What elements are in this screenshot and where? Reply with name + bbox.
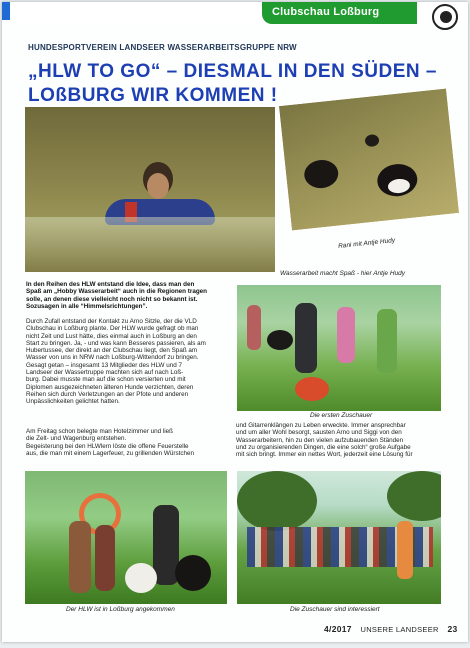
text-line: Landseer der Wassertruppe machten sich auf nach Loß- xyxy=(26,369,184,377)
text-line: Wasser von uns in NRW nach Loßburg-Wittendorf zu bringen. xyxy=(26,354,199,362)
photo-rani-antje xyxy=(278,87,460,231)
body-paragraph-1 xyxy=(26,318,231,406)
caption-zuschauer1: Die ersten Zuschauer xyxy=(310,412,373,419)
photo-hlw-angekommen xyxy=(24,470,228,605)
text-line: Begeisterung bei den HLWlern löste die offene Feuerstelle xyxy=(26,442,189,450)
photo-erste-zuschauer xyxy=(236,284,442,412)
text-line: Spaß am „Hobby Wasserarbeit“ auch in die Regionen tragen xyxy=(26,288,208,296)
text-line: die Zelt- und Wagenburg entstehen. xyxy=(26,435,127,443)
header-bar xyxy=(2,2,468,24)
text-line: nicht Zeit und Lust hätte, dies einmal auch in Loßburg an den xyxy=(26,332,197,340)
text-line: Durch Zufall entstand der Kontakt zu Arno Sitzle, der die VLD xyxy=(26,318,197,325)
caption-interessiert: Die Zuschauer sind interessiert xyxy=(290,606,380,613)
intro-paragraph xyxy=(26,281,231,310)
text-line: Hubertussee, der direkt an der Clubschau liegt, den Spaß am xyxy=(26,347,198,355)
text-line: burg. Dabei musste man auf die schon versierten und mit xyxy=(26,376,186,384)
vld-logo-icon xyxy=(432,4,458,30)
text-line: Gesagt getan – insgesamt 13 Mitglieder des HLW und 7 xyxy=(26,361,182,369)
caption-wasserarbeit: Wasserarbeit macht Spaß - hier Antje Hudy xyxy=(280,270,405,277)
issue-number: 4/2017 xyxy=(324,624,352,634)
body-paragraph-3 xyxy=(236,422,446,458)
headline-line-2: LOßBURG WIR KOMMEN ! xyxy=(28,85,278,106)
page-footer xyxy=(324,624,458,634)
section-label: Clubschau Loßburg xyxy=(272,6,380,18)
header-stripe xyxy=(2,2,10,20)
text-line: In den Reihen des HLW entstand die Idee, dass man den xyxy=(26,281,195,288)
text-line: Clubschau in Loßburg plante. Der HLW wurde gefragt ob man xyxy=(26,325,199,333)
photo-swimmer xyxy=(24,106,276,273)
caption-rani: Rani mit Antje Hudy xyxy=(337,237,396,250)
magazine-name: UNSERE LANDSEER xyxy=(360,625,439,634)
headline-line-1: „HLW TO GO“ – DIESMAL IN DEN SÜDEN – xyxy=(28,61,437,82)
text-line: Am Freitag schon belegte man Hotelzimmer und ließ xyxy=(26,428,173,435)
text-line: Start zu bringen. Ja, - und was kann Besseres passieren, als am xyxy=(26,339,206,347)
caption-angekommen: Der HLW ist in Loßburg angekommen xyxy=(66,606,175,613)
text-line: und um aller Wohl besorgt, sausten Arno und Siggi von den xyxy=(236,429,402,437)
text-line: Wasserarbeitern, hin zu den vielen aufzubauenden Ständen xyxy=(236,436,404,444)
text-line: Reihen sich durch Verletzungen an der Pfote und anderen xyxy=(26,390,189,398)
page-number: 23 xyxy=(447,624,458,634)
text-line: und zu organisierenden Dingen, die eine solch“ große Aufgabe xyxy=(236,443,411,451)
text-line: solle, an denen diese vielleicht noch nicht so bekannt ist. xyxy=(26,295,198,303)
text-line: aus, die man mit einem Lagerfeuer, zu grillenden Würstchen xyxy=(26,449,195,457)
text-line: Diplomen ausgezeichneten älteren Hunde verzichten, deren xyxy=(26,383,194,391)
magazine-page xyxy=(2,2,468,642)
text-line: Unpässlichkeiten gelichtet hatten. xyxy=(26,398,120,406)
kicker: HUNDESPORTVEREIN LANDSEER WASSERARBEITSGRUPPE NRW xyxy=(28,43,297,52)
text-line: und Gitarrenklängen zu Leben erweckte. Immer ansprechbar xyxy=(236,422,406,429)
text-line: mit sich bringt. Immer ein nettes Wort, jederzeit eine Lösung für xyxy=(236,451,413,459)
text-line: Sozusagen in alle “Himmelsrichtungen”. xyxy=(26,302,148,310)
body-paragraph-2 xyxy=(26,428,231,457)
photo-zuschauer-interessiert xyxy=(236,470,442,605)
